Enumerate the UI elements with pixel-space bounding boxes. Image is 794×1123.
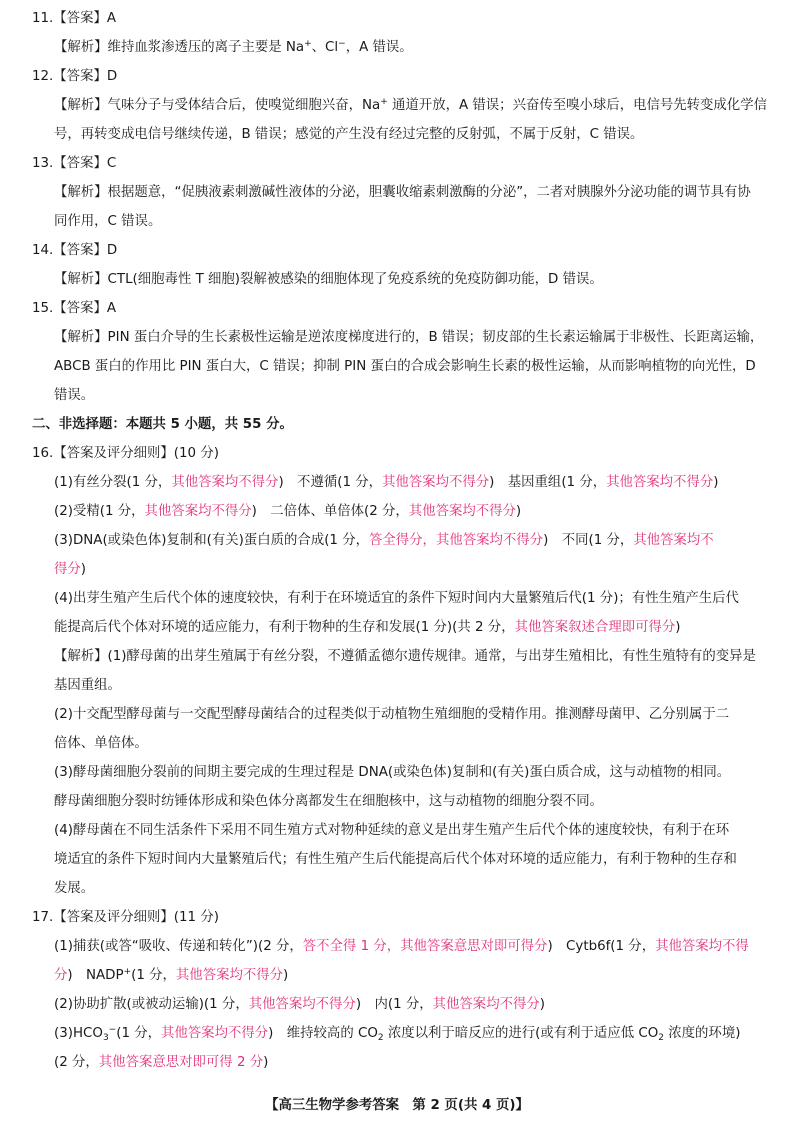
q14-explanation: 【解析】CTL(细胞毒性 T 细胞)裂解被感染的细胞体现了免疫系统的免疫防御功能，D 错误。 (54, 272, 603, 287)
q16-heading: 16.【答案及评分细则】(10 分) (32, 446, 219, 461)
q17-part-1-line-1: (1)捕获(或答“吸收、传递和转化”)(2 分，答不全得 1 分，其他答案意思对即可得分) Cytb6f(1 分，其他答案均不得 (54, 939, 749, 954)
q13-answer: 13.【答案】C (32, 156, 117, 171)
q17-heading: 17.【答案及评分细则】(11 分) (32, 910, 219, 925)
q14-answer: 14.【答案】D (32, 243, 118, 258)
q12-explanation-line-1: 【解析】气味分子与受体结合后，使嗅觉细胞兴奋，Na+ 通道开放，A 错误；兴奋传至嗅小球后，电信号先转变成化学信 (54, 97, 767, 113)
q17-part-3-line-2: (2 分，其他答案意思对即可得 2 分) (54, 1055, 269, 1070)
q15-explanation-line-1: 【解析】PIN 蛋白介导的生长素极性运输是逆浓度梯度进行的，B 错误；韧皮部的生长素运输属于非极性、长距离运输， (54, 330, 764, 345)
q17-part-1-line-2: 分) NADP+(1 分，其他答案均不得分) (54, 967, 289, 983)
q11-explanation: 【解析】维持血浆渗透压的离子主要是 Na+、Cl−，A 错误。 (54, 39, 413, 55)
q16-part-2: (2)受精(1 分，其他答案均不得分) 二倍体、单倍体(2 分，其他答案均不得分) (54, 504, 522, 519)
q16-explanation-3-line-2: 酵母菌细胞分裂时纺锤体形成和染色体分离都发生在细胞核中，这与动植物的细胞分裂不同。 (54, 794, 604, 809)
q15-explanation-line-2: ABCB 蛋白的作用比 PIN 蛋白大，C 错误；抑制 PIN 蛋白的合成会影响生长素的极性运输，从而影响植物的向光性，D (54, 359, 756, 374)
q16-part-3-line-1: (3)DNA(或染色体)复制和(有关)蛋白质的合成(1 分，答全得分，其他答案均不得分) 不同(1 分，其他答案均不 (54, 533, 714, 548)
q17-part-3-line-1: $(3)HCO_3^-(1$ 分，其他答案均不得分) 维持较高的 $CO_2$ 浓度以利于暗反应的进行(或有利于适应低 $CO_2$ 浓度的环境) (54, 1025, 741, 1043)
q16-part-4-line-1: (4)出芽生殖产生后代个体的速度较快，有利于在环境适宜的条件下短时间内大量繁殖后代(1 分)；有性生殖产生后代 (54, 591, 739, 606)
q11-answer: 11.【答案】A (32, 11, 117, 26)
q16-part-3-line-2: 得分) (54, 562, 87, 577)
q16-explanation-4-line-3: 发展。 (54, 881, 95, 896)
answer-content (32, 4, 767, 1077)
q13-explanation-line-2: 同作用，C 错误。 (54, 214, 162, 229)
section-heading-non-choice: 二、非选择题：本题共 5 小题，共 55 分。 (32, 417, 293, 432)
q16-explanation-3-line-1: (3)酵母菌细胞分裂前的间期主要完成的生理过程是 DNA(或染色体)复制和(有关)蛋白质合成，这与动植物的相同。 (54, 765, 731, 780)
q15-explanation-line-3: 错误。 (54, 388, 95, 403)
q16-part-4-line-2: 能提高后代个体对环境的适应能力，有利于物种的生存和发展(1 分)(共 2 分，其他答案叙述合理即可得分) (54, 620, 681, 635)
q17-part-2: (2)协助扩散(或被动运输)(1 分，其他答案均不得分) 内(1 分，其他答案均不得分) (54, 997, 545, 1012)
q13-explanation-line-1: 【解析】根据题意，“促胰液素刺激碱性液体的分泌，胆囊收缩素刺激酶的分泌”，二者对胰腺外分泌功能的调节具有协 (54, 185, 751, 200)
q16-explanation-2-line-2: 倍体、单倍体。 (54, 736, 148, 751)
q12-answer: 12.【答案】D (32, 69, 118, 84)
page-footer: 【高三生物学参考答案 第 2 页(共 4 页)】 (265, 1098, 529, 1113)
q12-explanation-line-2: 号，再转变成电信号继续传递，B 错误；感觉的产生没有经过完整的反射弧，不属于反射，C 错误。 (54, 127, 644, 142)
q16-explanation-2-line-1: (2)十交配型酵母菌与一交配型酵母菌结合的过程类似于动植物生殖细胞的受精作用。推测酵母菌甲、乙分别属于二 (54, 707, 730, 722)
q16-explanation-4-line-2: 境适宜的条件下短时间内大量繁殖后代；有性生殖产生后代能提高后代个体对环境的适应能力，有利于物种的生存和 (54, 852, 737, 867)
q16-explanation-4-line-1: (4)酵母菌在不同生活条件下采用不同生殖方式对物种延续的意义是出芽生殖产生后代个体的速度较快，有利于在环 (54, 823, 730, 838)
q16-part-1: (1)有丝分裂(1 分，其他答案均不得分) 不遵循(1 分，其他答案均不得分) 基因重组(1 分，其他答案均不得分) (54, 475, 719, 490)
q16-explanation-1-line-1: 【解析】(1)酵母菌的出芽生殖属于有丝分裂，不遵循孟德尔遗传规律。通常，与出芽生殖相比，有性生殖特有的变异是 (54, 649, 756, 664)
q15-answer: 15.【答案】A (32, 301, 117, 316)
q16-explanation-1-line-2: 基因重组。 (54, 678, 121, 693)
